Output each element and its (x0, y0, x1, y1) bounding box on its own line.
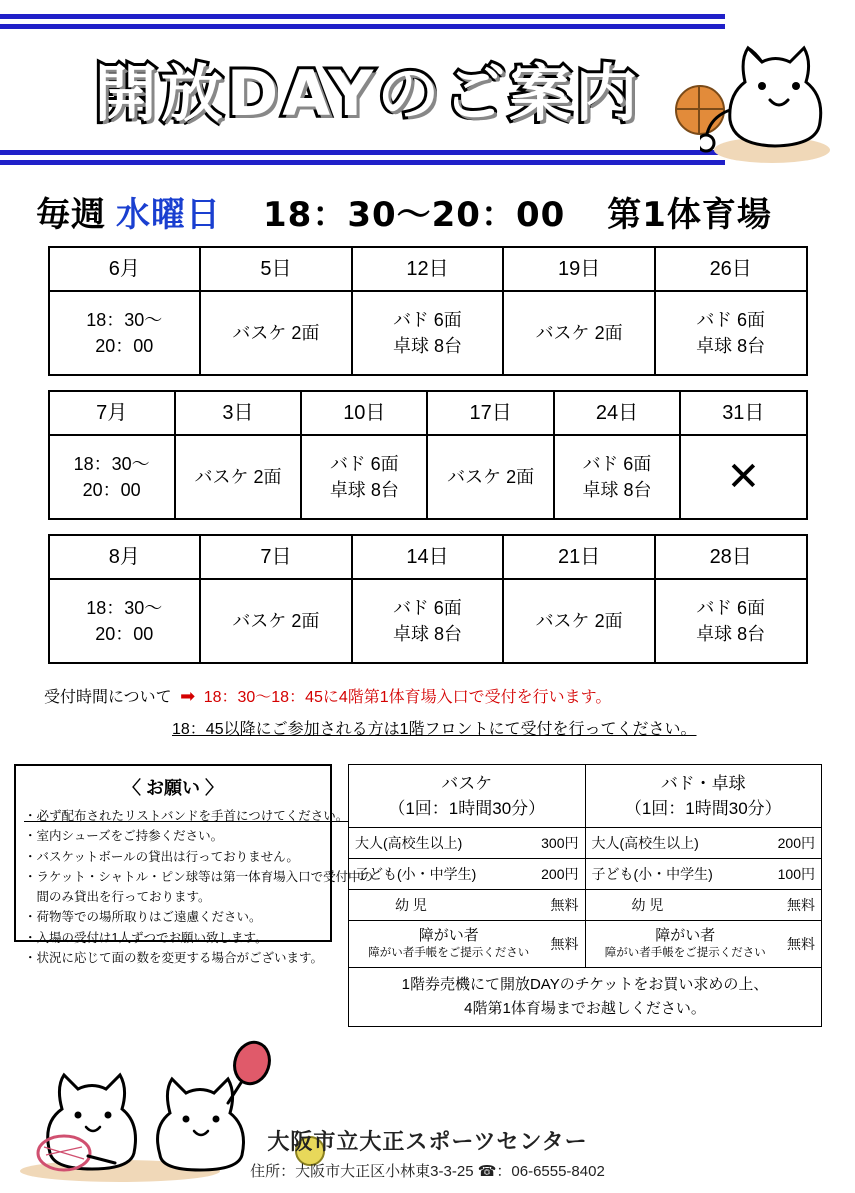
activity-cell: バド 6面 卓球 8台 (655, 291, 807, 375)
footer (0, 1125, 855, 1181)
reception-text-2: 18：45以降にご参加される方は1階フロントにて受付を行ってください。 (172, 721, 697, 738)
day-header: 7日 (200, 535, 352, 579)
day-header: 3日 (175, 391, 301, 435)
activity-cell: バスケ 2面 (503, 579, 655, 663)
activity-cell: バド 6面 卓球 8台 (352, 291, 504, 375)
table-row (49, 391, 807, 435)
list-item: ・バスケットボールの貸出は行っておりません。 (24, 849, 299, 864)
reception-text-1: 18：30〜18：45に4階第1体育場入口で受付を行います。 (203, 689, 612, 706)
day-header: 12日 (352, 247, 504, 291)
list-item: ・入場の受付は1人ずつでお願い致します。 (24, 930, 268, 945)
facility-address: 住所：大阪市大正区小林東3-3-25 ☎：06-6555-8402 (250, 1163, 605, 1180)
arrow-icon: ➡ (180, 686, 196, 706)
list-item: ・ラケット・シャトル・ピン球等は第一体育場入口で受付中の (24, 869, 374, 884)
table-row (349, 765, 822, 828)
facility-name: 大阪市立大正スポーツセンター (267, 1129, 588, 1154)
activity-cell: バスケ 2面 (175, 435, 301, 519)
calendar-table-june (48, 246, 808, 376)
table-row (49, 579, 807, 663)
reception-line-2 (44, 714, 855, 746)
price-col-header-basket: バスケ （1回：1時間30分） (349, 765, 586, 828)
price-cell: 幼 児 無料 (349, 890, 586, 921)
schedule-every-week: 毎週 (36, 195, 106, 235)
schedule-weekday: 水曜日 (116, 195, 221, 235)
price-cell: 障がい者 障がい者手帳をご提示ください 無料 (585, 921, 822, 968)
day-header: 10日 (301, 391, 427, 435)
activity-cell: バド 6面 卓球 8台 (301, 435, 427, 519)
day-header: 24日 (554, 391, 680, 435)
activity-cell: バド 6面 卓球 8台 (352, 579, 504, 663)
table-row (349, 859, 822, 890)
reception-line-1 (44, 678, 855, 714)
table-row (349, 890, 822, 921)
table-row (49, 291, 807, 375)
activity-cell: バド 6面 卓球 8台 (655, 579, 807, 663)
poster-header (0, 0, 855, 185)
reception-notes (44, 678, 855, 746)
lower-section (0, 764, 855, 1027)
day-header: 28日 (655, 535, 807, 579)
schedule-place: 第1体育場 (607, 195, 772, 235)
list-item: ・荷物等での場所取りはご遠慮ください。 (24, 910, 262, 925)
day-header: 21日 (503, 535, 655, 579)
price-cell: 幼 児 無料 (585, 890, 822, 921)
activity-cell: バド 6面 卓球 8台 (554, 435, 680, 519)
time-cell: 18：30〜 20：00 (49, 435, 175, 519)
list-item: ・状況に応じて面の数を変更する場合がございます。 (24, 950, 324, 965)
day-header: 26日 (655, 247, 807, 291)
table-row (49, 247, 807, 291)
calendar-table-august (48, 534, 808, 664)
cat-mascot-top-icon (700, 0, 845, 170)
price-cell: 障がい者 障がい者手帳をご提示ください 無料 (349, 921, 586, 968)
month-label: 7月 (49, 391, 175, 435)
day-header: 19日 (503, 247, 655, 291)
activity-cell: バスケ 2面 (200, 291, 352, 375)
price-cell: 子ども(小・中学生) 100円 (585, 859, 822, 890)
price-col-header-badminton: バド・卓球 （1回：1時間30分） (585, 765, 822, 828)
request-box-title: 〈 お願い 〉 (122, 778, 223, 798)
schedule-time: 18：30〜20：00 (263, 195, 566, 235)
price-table (348, 764, 822, 1027)
price-cell: 大人(高校生以上) 300円 (349, 828, 586, 859)
price-cell: 大人(高校生以上) 200円 (585, 828, 822, 859)
time-cell: 18：30〜 20：00 (49, 291, 201, 375)
activity-cell: バスケ 2面 (427, 435, 553, 519)
activity-cell-closed: ✕ (680, 435, 806, 519)
month-label: 8月 (49, 535, 201, 579)
decorative-bar-bottom-1 (0, 150, 725, 155)
table-row (349, 828, 822, 859)
day-header: 5日 (200, 247, 352, 291)
page-title-text: 開放DAYのご案内 (94, 57, 642, 130)
time-cell: 18：30〜 20：00 (49, 579, 201, 663)
decorative-bar-bottom-2 (0, 160, 725, 165)
activity-cell: バスケ 2面 (200, 579, 352, 663)
reception-lead: 受付時間について (44, 689, 172, 706)
table-row (349, 921, 822, 968)
table-row (49, 535, 807, 579)
decorative-bar-top-1 (0, 14, 725, 19)
decorative-bar-top-2 (0, 24, 725, 29)
calendar-table-july (48, 390, 808, 520)
day-header: 14日 (352, 535, 504, 579)
table-row (49, 435, 807, 519)
request-box (14, 764, 374, 965)
request-list (24, 806, 374, 968)
activity-cell: バスケ 2面 (503, 291, 655, 375)
list-item: ・必ず配布されたリストバンドを手首につけてください。 (24, 809, 349, 823)
day-header: 31日 (680, 391, 806, 435)
table-row (349, 967, 822, 1026)
price-table-note: 1階券売機にて開放DAYのチケットをお買い求めの上、 4階第1体育場までお越しください。 (349, 967, 822, 1026)
list-item: ・室内シューズをご持参ください。 (24, 829, 224, 844)
price-cell: 子ども(小・中学生) 200円 (349, 859, 586, 890)
day-header: 17日 (427, 391, 553, 435)
schedule-headline (36, 187, 855, 236)
page-title (18, 36, 718, 141)
month-label: 6月 (49, 247, 201, 291)
list-item: 間のみ貸出を行っております。 (24, 890, 211, 904)
